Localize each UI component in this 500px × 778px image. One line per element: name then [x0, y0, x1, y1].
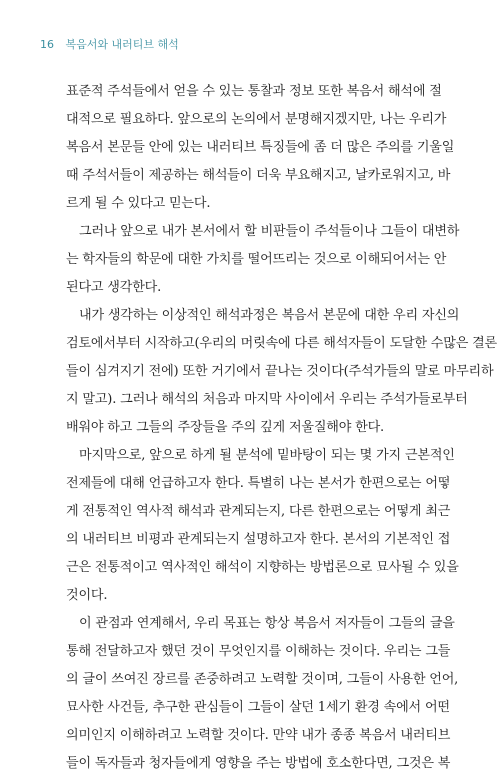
page-number: 16: [40, 38, 54, 51]
text-line: 이 관점과 연계해서, 우리 목표는 항상 복음서 저자들이 그들의 글을: [79, 616, 455, 631]
text-line: 는 학자들의 학문에 대한 가치를 떨어뜨리는 것으로 이해되어서는 안: [66, 252, 447, 267]
text-line: 전제들에 대해 언급하고자 한다. 특별히 나는 본서가 한편으로는 어떻: [66, 476, 451, 491]
text-line: 지 말고). 그러나 해석의 처음과 마지막 사이에서 우리는 주석가들로부터: [66, 392, 468, 407]
paragraph-2: [66, 218, 460, 302]
text-line: 된다고 생각한다.: [66, 280, 162, 295]
text-line: 때 주석서들이 제공하는 해석들이 더욱 부요해지고, 날카로워지고, 바: [66, 168, 451, 183]
paragraph-5: [66, 610, 459, 778]
text-line: 그러나 앞으로 내가 본서에서 할 비판들이 주석들이나 그들이 대변하: [79, 224, 460, 239]
text-line: 게 전통적인 역사적 해석과 관계되는지, 다른 한편으로는 어떻게 최근: [66, 504, 451, 519]
text-line: 근은 전통적이고 역사적인 해석이 지향하는 방법론으로 묘사될 수 있을: [66, 560, 459, 575]
paragraph-1: [66, 78, 455, 218]
text-line: 것이다.: [66, 588, 108, 603]
text-line: 내가 생각하는 이상적인 해석과정은 복음서 본문에 대한 우리 자신의: [79, 308, 460, 323]
paragraph-4: [66, 442, 459, 610]
book-title: 복음서와 내러티브 해석: [65, 38, 179, 51]
body-text: [66, 78, 497, 778]
text-line: 르게 될 수 있다고 믿는다.: [66, 196, 211, 211]
text-line: 통해 전달하고자 했던 것이 무엇인지를 이해하는 것이다. 우리는 그들: [66, 644, 451, 659]
text-line: 들이 독자들과 청자들에게 영향을 주는 방법에 호소한다면, 그것은 복: [66, 756, 451, 771]
text-line: 마지막으로, 앞으로 하게 될 분석에 밑바탕이 되는 몇 가지 근본적인: [79, 448, 455, 463]
running-head: [40, 36, 179, 52]
text-line: 의 내러티브 비평과 관계되는지 설명하고자 한다. 본서의 기본적인 접: [66, 532, 451, 547]
paragraph-3: [66, 302, 497, 442]
text-line: 대적으로 필요하다. 앞으로의 논의에서 분명해지겠지만, 나는 우리가: [66, 112, 447, 127]
text-line: 들이 심겨지기 전에) 또한 거기에서 끝나는 것이다(주석가들의 말로 마무리하: [66, 364, 494, 379]
text-line: 복음서 본문들 안에 있는 내러티브 특징들에 좀 더 많은 주의를 기울일: [66, 140, 455, 155]
text-line: 검토에서부터 시작하고(우리의 머릿속에 다른 해석자들이 도달한 수많은 결론: [66, 336, 497, 351]
text-line: 배워야 하고 그들의 주장들을 주의 깊게 저울질해야 한다.: [66, 420, 385, 435]
text-line: 표준적 주석들에서 얻을 수 있는 통찰과 정보 또한 복음서 해석에 절: [66, 84, 442, 99]
text-line: 의미인지 이해하려고 노력할 것이다. 만약 내가 종종 복음서 내러티브: [66, 728, 451, 743]
text-line: 의 글이 쓰여진 장르를 존중하려고 노력할 것이며, 그들이 사용한 언어,: [66, 672, 459, 687]
text-line: 묘사한 사건들, 추구한 관심들이 그들이 살던 1세기 환경 속에서 어떤: [66, 700, 450, 715]
